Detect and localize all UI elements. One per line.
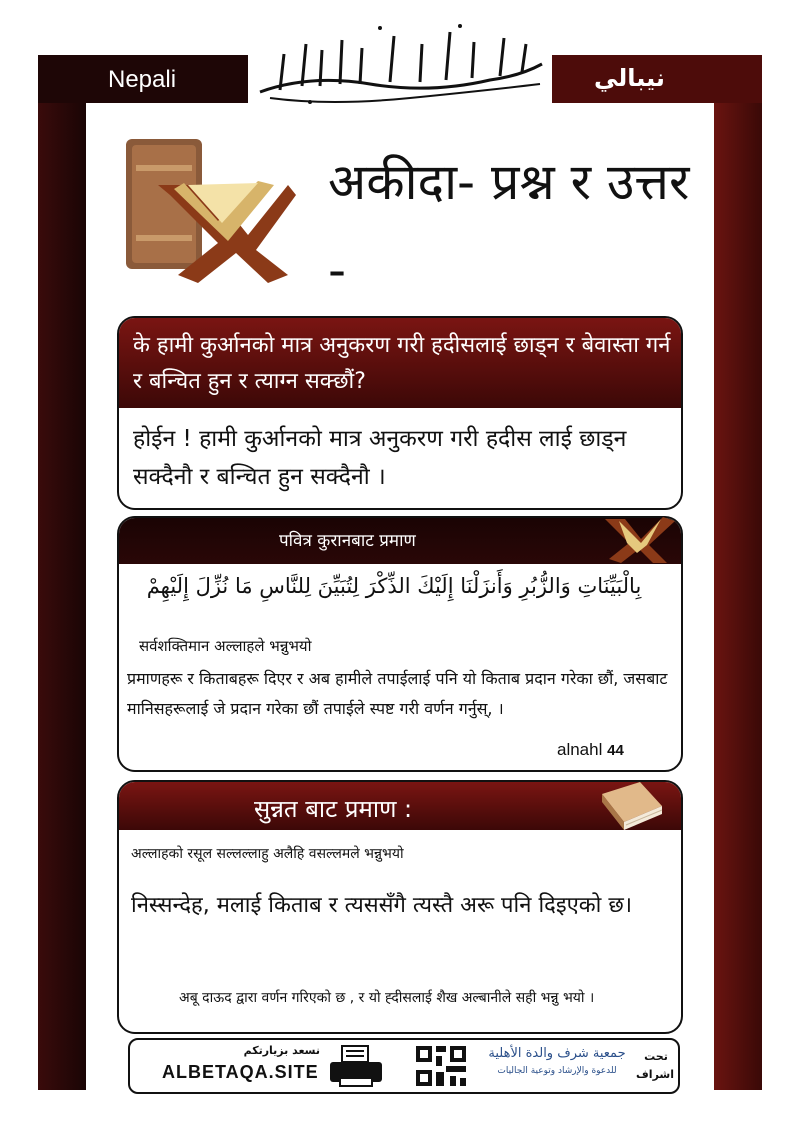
- closed-book-icon: [596, 776, 666, 832]
- footer-tagline: نسعد بزيارتكم: [243, 1044, 320, 1057]
- quran-verse-arabic: بِالْبَيِّنَاتِ وَالزُّبُرِ وَأَنزَلْنَا إِلَيْكَ الذِّكْرَ لِتُبَيِّنَ لِلنَّاسِ مَا نُزِّلَ إِلَيْهِمْ: [146, 574, 642, 598]
- quran-evidence-title: पवित्र कुरानबाट प्रमाण: [279, 531, 416, 551]
- surah-name: alnahl: [557, 740, 603, 759]
- question-header: [119, 318, 681, 408]
- quran-evidence-header: [119, 518, 681, 564]
- language-label-arabic: نيبالي: [594, 64, 665, 92]
- page-title: अकीदा- प्रश्न र उत्तर -: [328, 153, 690, 299]
- verse-number: 44: [607, 742, 624, 759]
- left-frame-band: [38, 55, 86, 1090]
- quran-evidence-card: [117, 516, 683, 772]
- organization-subtitle: للدعوة والإرشاد وتوعية الجاليات: [497, 1066, 617, 1076]
- hadith-text: निस्सन्देह, मलाई किताब र त्यससँगै त्यस्तै अरू पनि दिइएको छ।: [131, 893, 633, 918]
- answer-text: होईन ! हामी कुर्आनको मात्र अनुकरण गरी हदीस लाई छाड्न सक्दैनौ र बन्चित हुन सक्दैनौ ।: [133, 426, 627, 490]
- footer-bar: [128, 1038, 680, 1094]
- printer-icon: [326, 1044, 386, 1088]
- question-text: के हामी कुर्आनको मात्र अनुकरण गरी हदीसलाई छाड्न र बेवास्ता गर्न र बन्चित हुन र त्याग्न सक्छौं?: [133, 333, 671, 394]
- organization-name: جمعية شرف والدة الأهلية: [488, 1046, 626, 1061]
- hadith-intro: अल्लाहको रसूल सल्लल्लाहु अलैहि वसल्लमले भन्नुभयो: [131, 846, 404, 862]
- supervision-label: تحت اشراف: [636, 1050, 674, 1081]
- sunnah-evidence-title: सुन्नत बाट प्रमाण :: [254, 795, 413, 823]
- question-card: [117, 316, 683, 510]
- book-stand-icon: [118, 125, 298, 285]
- basmala-calligraphy: [250, 14, 550, 109]
- hadith-reference: अबू दाऊद द्वारा वर्णन गरिएको छ , र यो ह्दीसलाई शैख अल्बानीले सही भन्नु भयो ।: [179, 990, 595, 1006]
- quran-intro: सर्वशक्तिमान अल्लाहले भन्नुभयो: [139, 637, 312, 655]
- language-label-english: Nepali: [108, 66, 177, 93]
- right-frame-band: [714, 55, 762, 1090]
- qr-code-icon[interactable]: [412, 1042, 470, 1090]
- book-stand-small-icon: [603, 515, 678, 565]
- surah-reference: [557, 740, 624, 760]
- organization-logo: [482, 1044, 632, 1086]
- website-link[interactable]: ALBETAQA.SITE: [162, 1062, 319, 1082]
- quran-translation: प्रमाणहरू र किताबहरू दिएर र अब हामीले तपाईलाई पनि यो किताब प्रदान गरेका छौं, जसबाट मानिसहरूलाई जे प्रदान गरेका छौं तपाईले स्पष्ट गरी वर्णन गर्नुस्, ।: [127, 669, 668, 718]
